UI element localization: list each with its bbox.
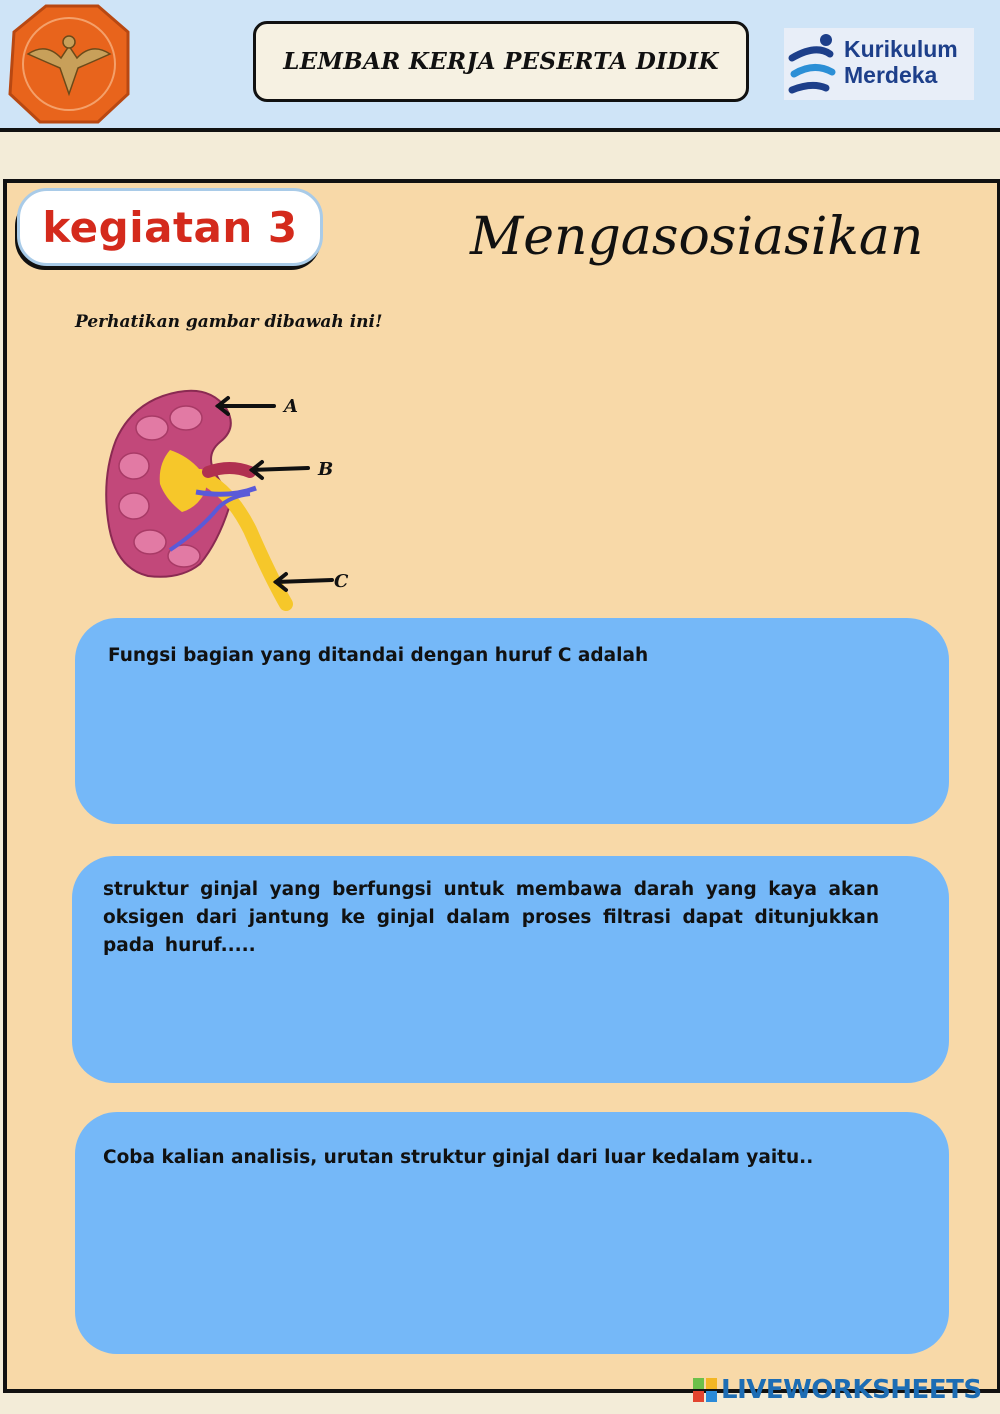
question-1-text: Fungsi bagian yang ditandai dengan huruf C adalah [108, 645, 649, 666]
kurikulum-merdeka-mark-icon [786, 30, 838, 98]
instruction-text: Perhatikan gambar dibawah ini! [75, 312, 383, 332]
liveworksheets-logo-icon [692, 1377, 718, 1403]
activity-badge: kegiatan 3 [17, 188, 323, 266]
header [0, 0, 1000, 132]
label-b: B [318, 459, 334, 480]
liveworksheets-footer [692, 1374, 992, 1406]
university-emblem-logo [6, 2, 132, 126]
activity-heading: Mengasosiasikan [470, 207, 924, 267]
label-a: A [284, 396, 298, 417]
question-2-text: struktur ginjal yang berfungsi untuk membawa darah yang kaya akan oksigen dari jantung ke ginjal dalam proses filtrasi dapat ditunjukkan pada huruf..... [103, 879, 879, 956]
kidney-diagram [100, 380, 370, 612]
question-3-answer-box[interactable] [75, 1112, 949, 1354]
label-c: C [334, 571, 349, 592]
worksheet-title: LEMBAR KERJA PESERTA DIDIK [253, 21, 749, 102]
question-3-text: Coba kalian analisis, urutan struktur ginjal dari luar kedalam yaitu.. [103, 1147, 814, 1168]
liveworksheets-wordmark: LIVEWORKSHEETS [721, 1375, 982, 1405]
question-1-answer-box[interactable] [75, 618, 949, 824]
logo-line-2: Merdeka [844, 62, 938, 88]
question-2-answer-box[interactable] [72, 856, 949, 1083]
kurikulum-merdeka-logo [784, 28, 974, 100]
header-spacer [0, 132, 1000, 178]
logo-line-1: Kurikulum [844, 36, 958, 62]
